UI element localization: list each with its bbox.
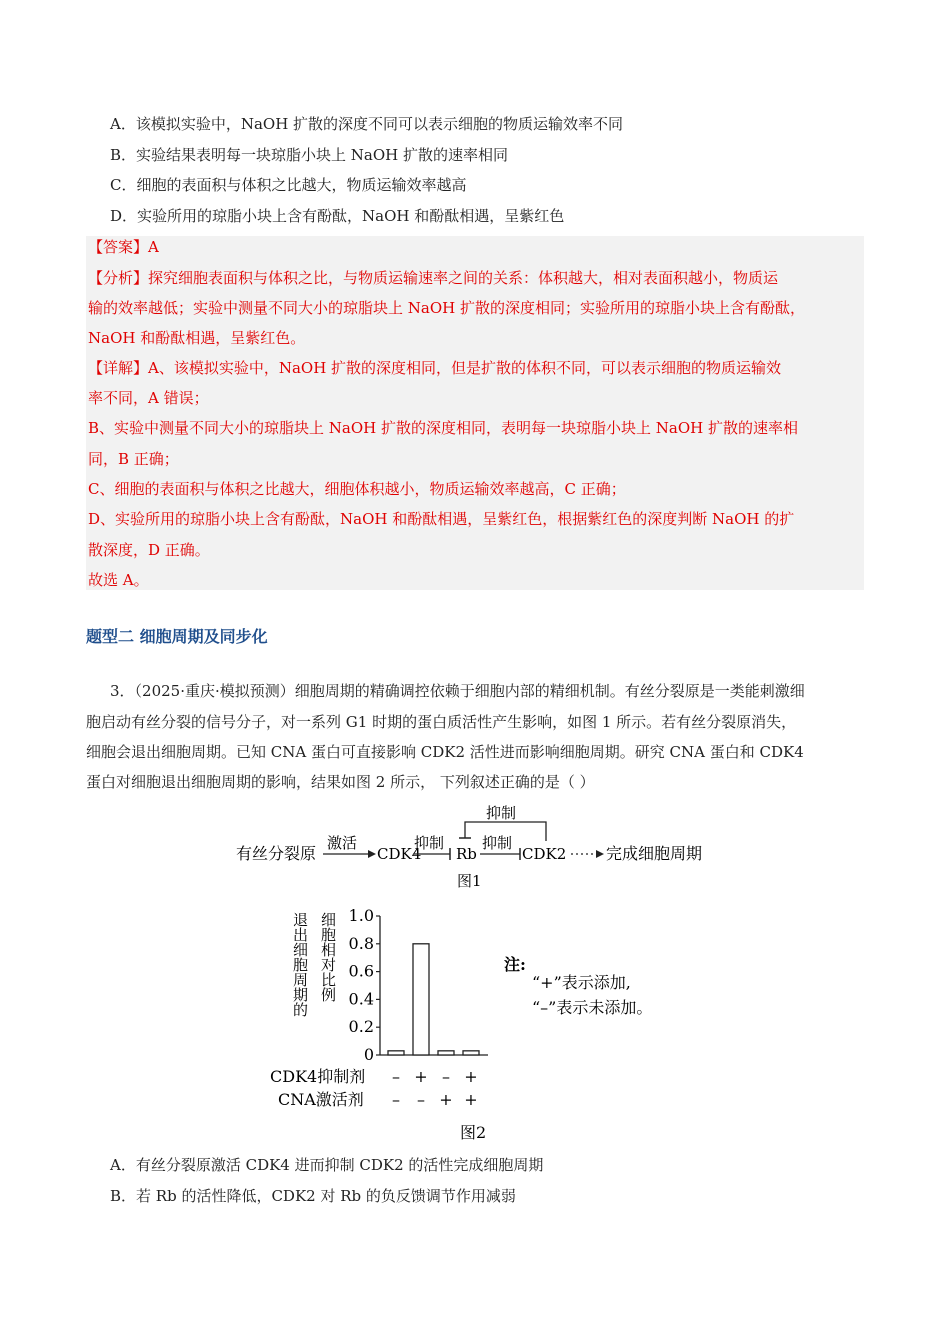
- option-b: B．实验结果表明每一块琼脂小块上 NaOH 扩散的速率相同: [110, 146, 509, 164]
- fig1-start: 有丝分裂原: [236, 844, 317, 863]
- y-axis-title: [291, 912, 337, 1017]
- cna-activator-sign: –: [417, 1090, 425, 1109]
- y-tick-label: 0: [363, 1045, 374, 1064]
- y-tick-label: 0.4: [348, 989, 374, 1009]
- bar: [388, 1051, 404, 1055]
- y-tick-label: 0.8: [348, 933, 374, 953]
- cna-activator-sign: +: [464, 1090, 478, 1109]
- option-a-q3: A．有丝分裂原激活 CDK4 进而抑制 CDK2 的活性完成细胞周期: [110, 1156, 544, 1174]
- bar: [413, 944, 429, 1055]
- answer-line: 【答案】A: [88, 238, 159, 256]
- note-plus: “+”表示添加,: [532, 973, 631, 992]
- fig1-cdk2: CDK2: [522, 845, 567, 863]
- y-axis-title-line1: 退出细胞周期的: [291, 912, 309, 1017]
- bar: [438, 1051, 454, 1055]
- answer-line: 【分析】探究细胞表面积与体积之比，与物质运输速率之间的关系：体积越大，相对表面积越小，物质运: [88, 269, 779, 287]
- fig1-rb: Rb: [456, 845, 477, 863]
- row-label-cna-activator: CNA激活剂: [278, 1090, 364, 1109]
- fig1-activate-label: 激活: [327, 834, 358, 852]
- section-title: 题型二 细胞周期及同步化: [86, 627, 268, 646]
- figure-1-pathway: [230, 800, 730, 895]
- answer-line: 同，B 正确；: [88, 450, 179, 468]
- question-line: 3．（2025·重庆·模拟预测）细胞周期的精确调控依赖于细胞内部的精细机制。有丝分裂原是一类能刺激细: [110, 682, 805, 700]
- question-line: 细胞会退出细胞周期。已知 CNA 蛋白可直接影响 CDK2 活性进而影响细胞周期。研究 CNA 蛋白和 CDK4: [86, 743, 804, 761]
- cna-activator-sign: +: [439, 1090, 453, 1109]
- bar: [463, 1051, 479, 1055]
- option-d: D．实验所用的琼脂小块上含有酚酞，NaOH 和酚酞相遇，呈紫红色: [110, 207, 565, 225]
- y-axis-title-line2: 细胞相对比例: [319, 912, 337, 1002]
- row-label-cdk4-inhibitor: CDK4抑制剂: [270, 1067, 366, 1086]
- fig1-inhibit1-label: 抑制: [414, 834, 445, 852]
- figure-2-bar-chart: [260, 900, 720, 1145]
- question-line: 蛋白对细胞退出细胞周期的影响，结果如图 2 所示， 下列叙述正确的是（ ）: [86, 773, 595, 791]
- answer-line: C、细胞的表面积与体积之比越大，细胞体积越小，物质运输效率越高，C 正确；: [88, 480, 626, 498]
- answer-line: B、实验中测量不同大小的琼脂块上 NaOH 扩散的深度相同，表明每一块琼脂小块上 NaOH 扩散的速率相: [88, 419, 798, 437]
- y-tick-label: 0.2: [348, 1017, 374, 1037]
- plot-area: [349, 906, 488, 1109]
- answer-line: D、实验所用的琼脂小块上含有酚酞，NaOH 和酚酞相遇，呈紫红色，根据紫红色的深度判断 NaOH 的扩: [88, 510, 795, 528]
- cdk4-inhibitor-sign: +: [464, 1067, 478, 1086]
- fig1-caption: 图1: [457, 872, 482, 890]
- answer-line: 输的效率越低；实验中测量不同大小的琼脂块上 NaOH 扩散的深度相同；实验所用的琼脂小块上含有酚酞，: [88, 299, 805, 317]
- answer-line: 【详解】A、该模拟实验中，NaOH 扩散的深度相同，但是扩散的体积不同，可以表示细胞的物质运输效: [88, 359, 782, 377]
- y-tick-label: 1.0: [348, 906, 374, 925]
- answer-line: 散深度，D 正确。: [88, 541, 210, 559]
- question-line: 胞启动有丝分裂的信号分子，对一系列 G1 时期的蛋白质活性产生影响，如图 1 所示。若有丝分裂原消失，: [86, 713, 797, 731]
- activate-arrow-head: [368, 850, 376, 858]
- note-minus: “–”表示未添加。: [532, 998, 653, 1017]
- option-b-q3: B．若 Rb 的活性降低，CDK2 对 Rb 的负反馈调节作用减弱: [110, 1187, 516, 1205]
- note-title: 注:: [504, 955, 526, 974]
- cna-activator-sign: –: [392, 1090, 400, 1109]
- fig1-cdk4: CDK4: [377, 845, 422, 863]
- cdk4-inhibitor-sign: –: [392, 1067, 400, 1086]
- answer-line: 故选 A。: [88, 571, 149, 589]
- dotted-arrow-head: [596, 850, 604, 858]
- option-a: A．该模拟实验中，NaOH 扩散的深度不同可以表示细胞的物质运输效率不同: [110, 115, 624, 133]
- fig1-end: 完成细胞周期: [606, 844, 703, 863]
- fig1-inhibit-top-label: 抑制: [486, 804, 517, 822]
- answer-box: [86, 236, 864, 590]
- fig2-caption: 图2: [460, 1123, 487, 1142]
- fig1-inhibit2-label: 抑制: [482, 834, 513, 852]
- answer-line: NaOH 和酚酞相遇，呈紫红色。: [88, 329, 306, 347]
- cdk4-inhibitor-sign: –: [442, 1067, 450, 1086]
- y-tick-label: 0.6: [348, 961, 374, 981]
- option-c: C．细胞的表面积与体积之比越大，物质运输效率越高: [110, 176, 467, 194]
- answer-line: 率不同，A 错误；: [88, 389, 209, 407]
- cdk4-inhibitor-sign: +: [414, 1067, 428, 1086]
